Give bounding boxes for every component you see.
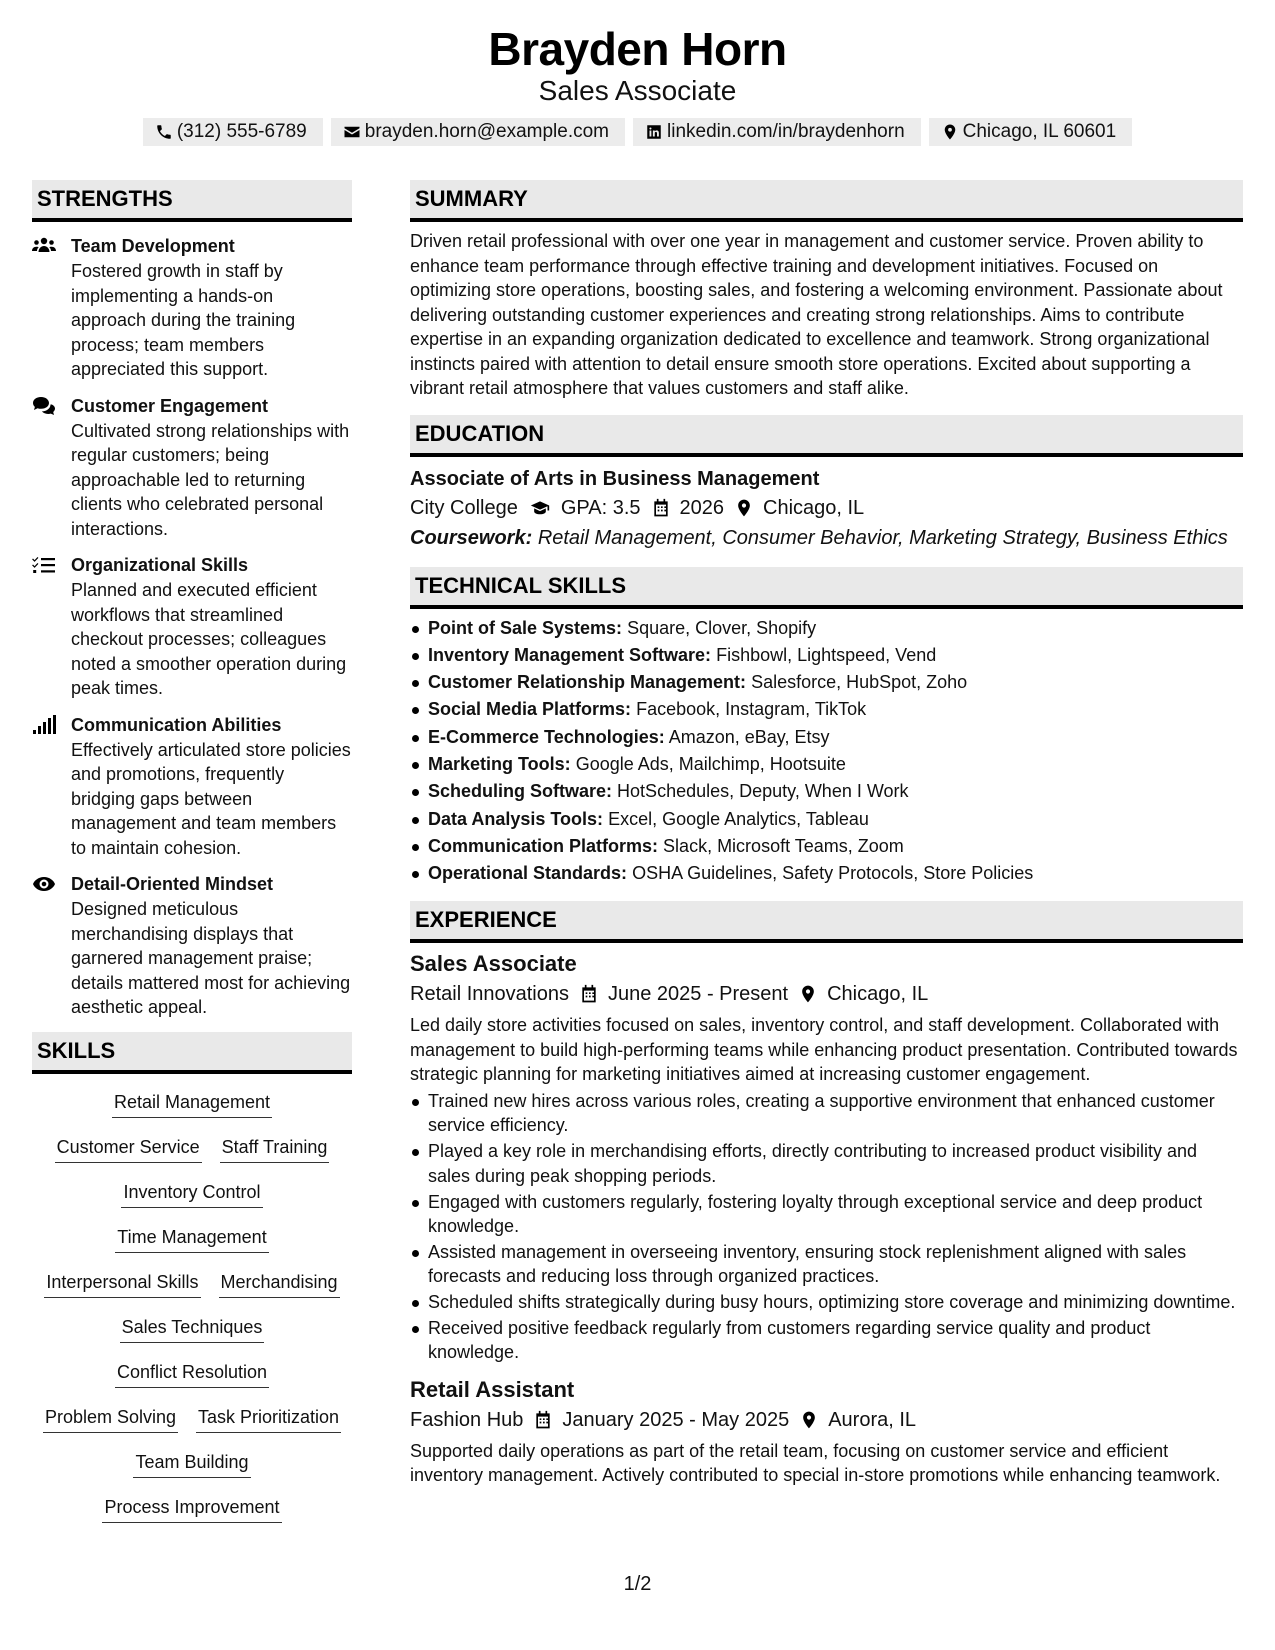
strength-text: Effectively articulated store policies and promotions, frequently bridging gaps between management and team members to maintain cohesion. xyxy=(71,739,351,858)
comments-icon xyxy=(32,396,58,416)
linkedin-icon xyxy=(645,123,663,141)
skill-tag: Team Building xyxy=(133,1450,250,1478)
tech-skill-value: Facebook, Instagram, TikTok xyxy=(636,699,867,720)
list-item xyxy=(410,806,1243,833)
tech-skill-label: Marketing Tools: xyxy=(428,753,571,774)
strength-item xyxy=(32,872,352,1020)
strength-item xyxy=(32,713,352,861)
strength-text: Designed meticulous merchandising displays that garnered management praise; details mattered most for achieving aesthetic appeal. xyxy=(71,899,351,1017)
skill-tag: Time Management xyxy=(115,1225,268,1253)
job-meta xyxy=(410,979,1243,1009)
list-item: Received positive feedback regularly from customers regarding service quality and product knowledge. xyxy=(410,1316,1243,1365)
list-item xyxy=(410,778,1243,805)
list-item: Played a key role in merchandising efforts, directly contributing to increased product visibility and sales during peak shopping periods. xyxy=(410,1139,1243,1188)
strengths-list xyxy=(32,234,352,1020)
skills-row xyxy=(32,1360,352,1405)
list-item xyxy=(410,860,1243,887)
tech-skill-value: Square, Clover, Shopify xyxy=(627,617,817,638)
calendar-icon xyxy=(533,1410,553,1430)
job-location: Chicago, IL xyxy=(827,983,929,1006)
summary-text: Driven retail professional with over one year in management and customer service. Proven ability to enhance team performance through effective training and development initiatives. Focused on optimizing store operations, boosting sales, and fostering a welcoming environment. Passionate about delivering outstanding customer experiences and creating strong relationships. Aims to contribute expertise in an expanding organization dedicated to excellence and teamwork. Strong organizational instincts paired with attention to detail ensure smooth store operations. Excited about supporting a vibrant retail atmosphere that values customers and staff alike. xyxy=(410,231,1223,398)
tech-skill-label: Point of Sale Systems: xyxy=(428,617,623,638)
education-location: Chicago, IL xyxy=(763,496,865,519)
coursework-label: Coursework: xyxy=(410,526,533,549)
candidate-name: Brayden Horn xyxy=(488,23,787,75)
skill-tag: Conflict Resolution xyxy=(115,1360,269,1388)
job-dates: January 2025 - May 2025 xyxy=(562,1408,790,1431)
education-heading: EDUCATION xyxy=(410,415,1243,457)
education-gpa: GPA: 3.5 xyxy=(560,496,641,519)
skill-tag: Retail Management xyxy=(112,1090,272,1118)
tech-skill-value: Excel, Google Analytics, Tableau xyxy=(608,808,869,829)
skill-tag: Merchandising xyxy=(219,1270,340,1298)
right-column xyxy=(410,180,1243,1488)
tech-skill-label: Communication Platforms: xyxy=(428,835,659,856)
job-description: Supported daily operations as part of the retail team, focusing on customer service and efficient inventory management. Actively contributed to special in-store promotions while enhancing teamwork. xyxy=(410,1440,1221,1486)
skill-tag: Process Improvement xyxy=(102,1495,281,1523)
list-item xyxy=(410,751,1243,778)
contact-email[interactable] xyxy=(331,118,625,146)
tech-skill-value: Salesforce, HubSpot, Zoho xyxy=(751,672,968,693)
location-pin-icon xyxy=(799,1410,819,1430)
education-school: City College xyxy=(410,496,518,519)
tech-skill-label: E-Commerce Technologies: xyxy=(428,726,665,747)
candidate-title: Sales Associate xyxy=(538,75,737,106)
education-entry xyxy=(410,465,1243,553)
graduation-cap-icon xyxy=(528,498,552,518)
skills-row xyxy=(32,1135,352,1180)
tech-skill-label: Customer Relationship Management: xyxy=(428,672,747,693)
tech-skill-label: Social Media Platforms: xyxy=(428,699,632,720)
left-column xyxy=(32,180,352,1540)
job-description: Led daily store activities focused on sales, inventory control, and staff development. Collaborated with management to build high-performing teams while enhancing product presentation. Contributed towards strategic planning for marketing initiatives aimed at increasing customer engagement. xyxy=(410,1015,1238,1085)
list-item xyxy=(410,669,1243,696)
strength-text: Fostered growth in staff by implementing a hands-on approach during the training process; team members appreciated this support. xyxy=(71,261,296,379)
job-meta xyxy=(410,1405,1243,1435)
skills-row xyxy=(32,1315,352,1360)
tech-skill-value: OSHA Guidelines, Safety Protocols, Store Policies xyxy=(632,863,1034,884)
calendar-icon xyxy=(579,984,599,1004)
job-title: Retail Assistant xyxy=(410,1376,575,1402)
skills-tags xyxy=(32,1090,352,1540)
experience-list xyxy=(410,949,1243,1487)
skills-row xyxy=(32,1450,352,1495)
contact-phone[interactable] xyxy=(143,118,323,146)
list-item: Trained new hires across various roles, creating a supportive environment that enhanced customer service efficiency. xyxy=(410,1089,1243,1138)
tech-skill-value: HotSchedules, Deputy, When I Work xyxy=(617,781,909,802)
location-pin-icon xyxy=(798,984,818,1004)
summary-heading: SUMMARY xyxy=(410,180,1243,222)
tech-skill-value: Amazon, eBay, Etsy xyxy=(668,726,830,747)
skills-row xyxy=(32,1090,352,1135)
skills-row xyxy=(32,1405,352,1450)
skills-row xyxy=(32,1225,352,1270)
tech-skill-value: Google Ads, Mailchimp, Hootsuite xyxy=(575,753,846,774)
list-item: Engaged with customers regularly, fostering loyalty through exceptional service and deep product knowledge. xyxy=(410,1190,1243,1239)
skills-row xyxy=(32,1270,352,1315)
strength-title: Organizational Skills xyxy=(71,555,249,575)
experience-entry xyxy=(410,1375,1243,1488)
strength-text: Planned and executed efficient workflows that streamlined checkout processes; colleagues noted a smoother operation during peak times. xyxy=(71,580,347,698)
job-company: Fashion Hub xyxy=(410,1408,524,1431)
skills-row xyxy=(32,1495,352,1540)
tech-skill-label: Inventory Management Software: xyxy=(428,644,712,665)
strength-item xyxy=(32,234,352,382)
envelope-icon xyxy=(343,123,361,141)
list-item xyxy=(410,642,1243,669)
resume-header xyxy=(0,22,1275,146)
calendar-icon xyxy=(651,498,671,518)
job-bullets xyxy=(410,1089,1243,1365)
skills-row xyxy=(32,1180,352,1225)
list-item xyxy=(410,615,1243,642)
education-year: 2026 xyxy=(679,496,724,519)
skill-tag: Staff Training xyxy=(220,1135,330,1163)
skills-heading: SKILLS xyxy=(32,1032,352,1074)
tech-skill-value: Fishbowl, Lightspeed, Vend xyxy=(716,644,937,665)
experience-heading: EXPERIENCE xyxy=(410,901,1243,943)
list-item xyxy=(410,833,1243,860)
job-title: Sales Associate xyxy=(410,951,577,977)
education-coursework xyxy=(410,523,1243,553)
technical-skills-heading: TECHNICAL SKILLS xyxy=(410,567,1243,609)
eye-icon xyxy=(32,874,58,894)
strength-text: Cultivated strong relationships with regular customers; being approachable led to returning clients who celebrated personal interactions. xyxy=(71,420,350,539)
tech-skill-value: Slack, Microsoft Teams, Zoom xyxy=(663,835,904,856)
contact-linkedin[interactable] xyxy=(633,118,921,146)
contact-location xyxy=(929,118,1133,146)
skill-tag: Problem Solving xyxy=(43,1405,178,1433)
strength-title: Communication Abilities xyxy=(71,714,282,735)
page-number: 1/2 xyxy=(623,1573,652,1595)
job-company: Retail Innovations xyxy=(410,983,569,1006)
list-item xyxy=(410,696,1243,723)
job-dates: June 2025 - Present xyxy=(607,983,789,1006)
education-meta xyxy=(410,493,1243,523)
contact-email-text: brayden.horn@example.com xyxy=(364,121,609,142)
location-pin-icon xyxy=(941,123,959,141)
list-item: Assisted management in overseeing inventory, ensuring stock replenishment aligned with sales forecasts and reducing loss through organized practices. xyxy=(410,1240,1243,1289)
list-check-icon xyxy=(32,555,58,575)
list-item: Scheduled shifts strategically during busy hours, optimizing store coverage and minimizing downtime. xyxy=(410,1290,1243,1315)
list-item xyxy=(410,724,1243,751)
contact-location-text: Chicago, IL 60601 xyxy=(962,121,1117,142)
strength-item xyxy=(32,553,352,701)
skill-tag: Inventory Control xyxy=(121,1180,262,1208)
contact-phone-text: (312) 555-6789 xyxy=(176,121,307,142)
experience-entry xyxy=(410,949,1243,1364)
job-location: Aurora, IL xyxy=(828,1408,917,1431)
strength-item xyxy=(32,394,352,542)
skill-tag: Interpersonal Skills xyxy=(44,1270,200,1298)
signal-bars-icon xyxy=(32,715,58,735)
education-degree: Associate of Arts in Business Management xyxy=(410,467,820,490)
technical-skills-list xyxy=(410,615,1243,888)
skill-tag: Customer Service xyxy=(55,1135,202,1163)
location-pin-icon xyxy=(734,498,754,518)
strength-title: Team Development xyxy=(71,236,235,256)
contact-linkedin-text: linkedin.com/in/braydenhorn xyxy=(667,121,905,142)
contact-bar xyxy=(0,118,1275,146)
strength-title: Customer Engagement xyxy=(71,395,269,416)
coursework-list: Retail Management, Consumer Behavior, Marketing Strategy, Business Ethics xyxy=(537,526,1228,549)
tech-skill-label: Scheduling Software: xyxy=(428,781,613,802)
tech-skill-label: Operational Standards: xyxy=(428,863,628,884)
skill-tag: Task Prioritization xyxy=(196,1405,341,1433)
users-icon xyxy=(32,236,58,256)
phone-icon xyxy=(155,123,173,141)
skill-tag: Sales Techniques xyxy=(120,1315,265,1343)
strength-title: Detail-Oriented Mindset xyxy=(71,874,274,894)
tech-skill-label: Data Analysis Tools: xyxy=(428,808,604,829)
strengths-heading: STRENGTHS xyxy=(32,180,352,222)
